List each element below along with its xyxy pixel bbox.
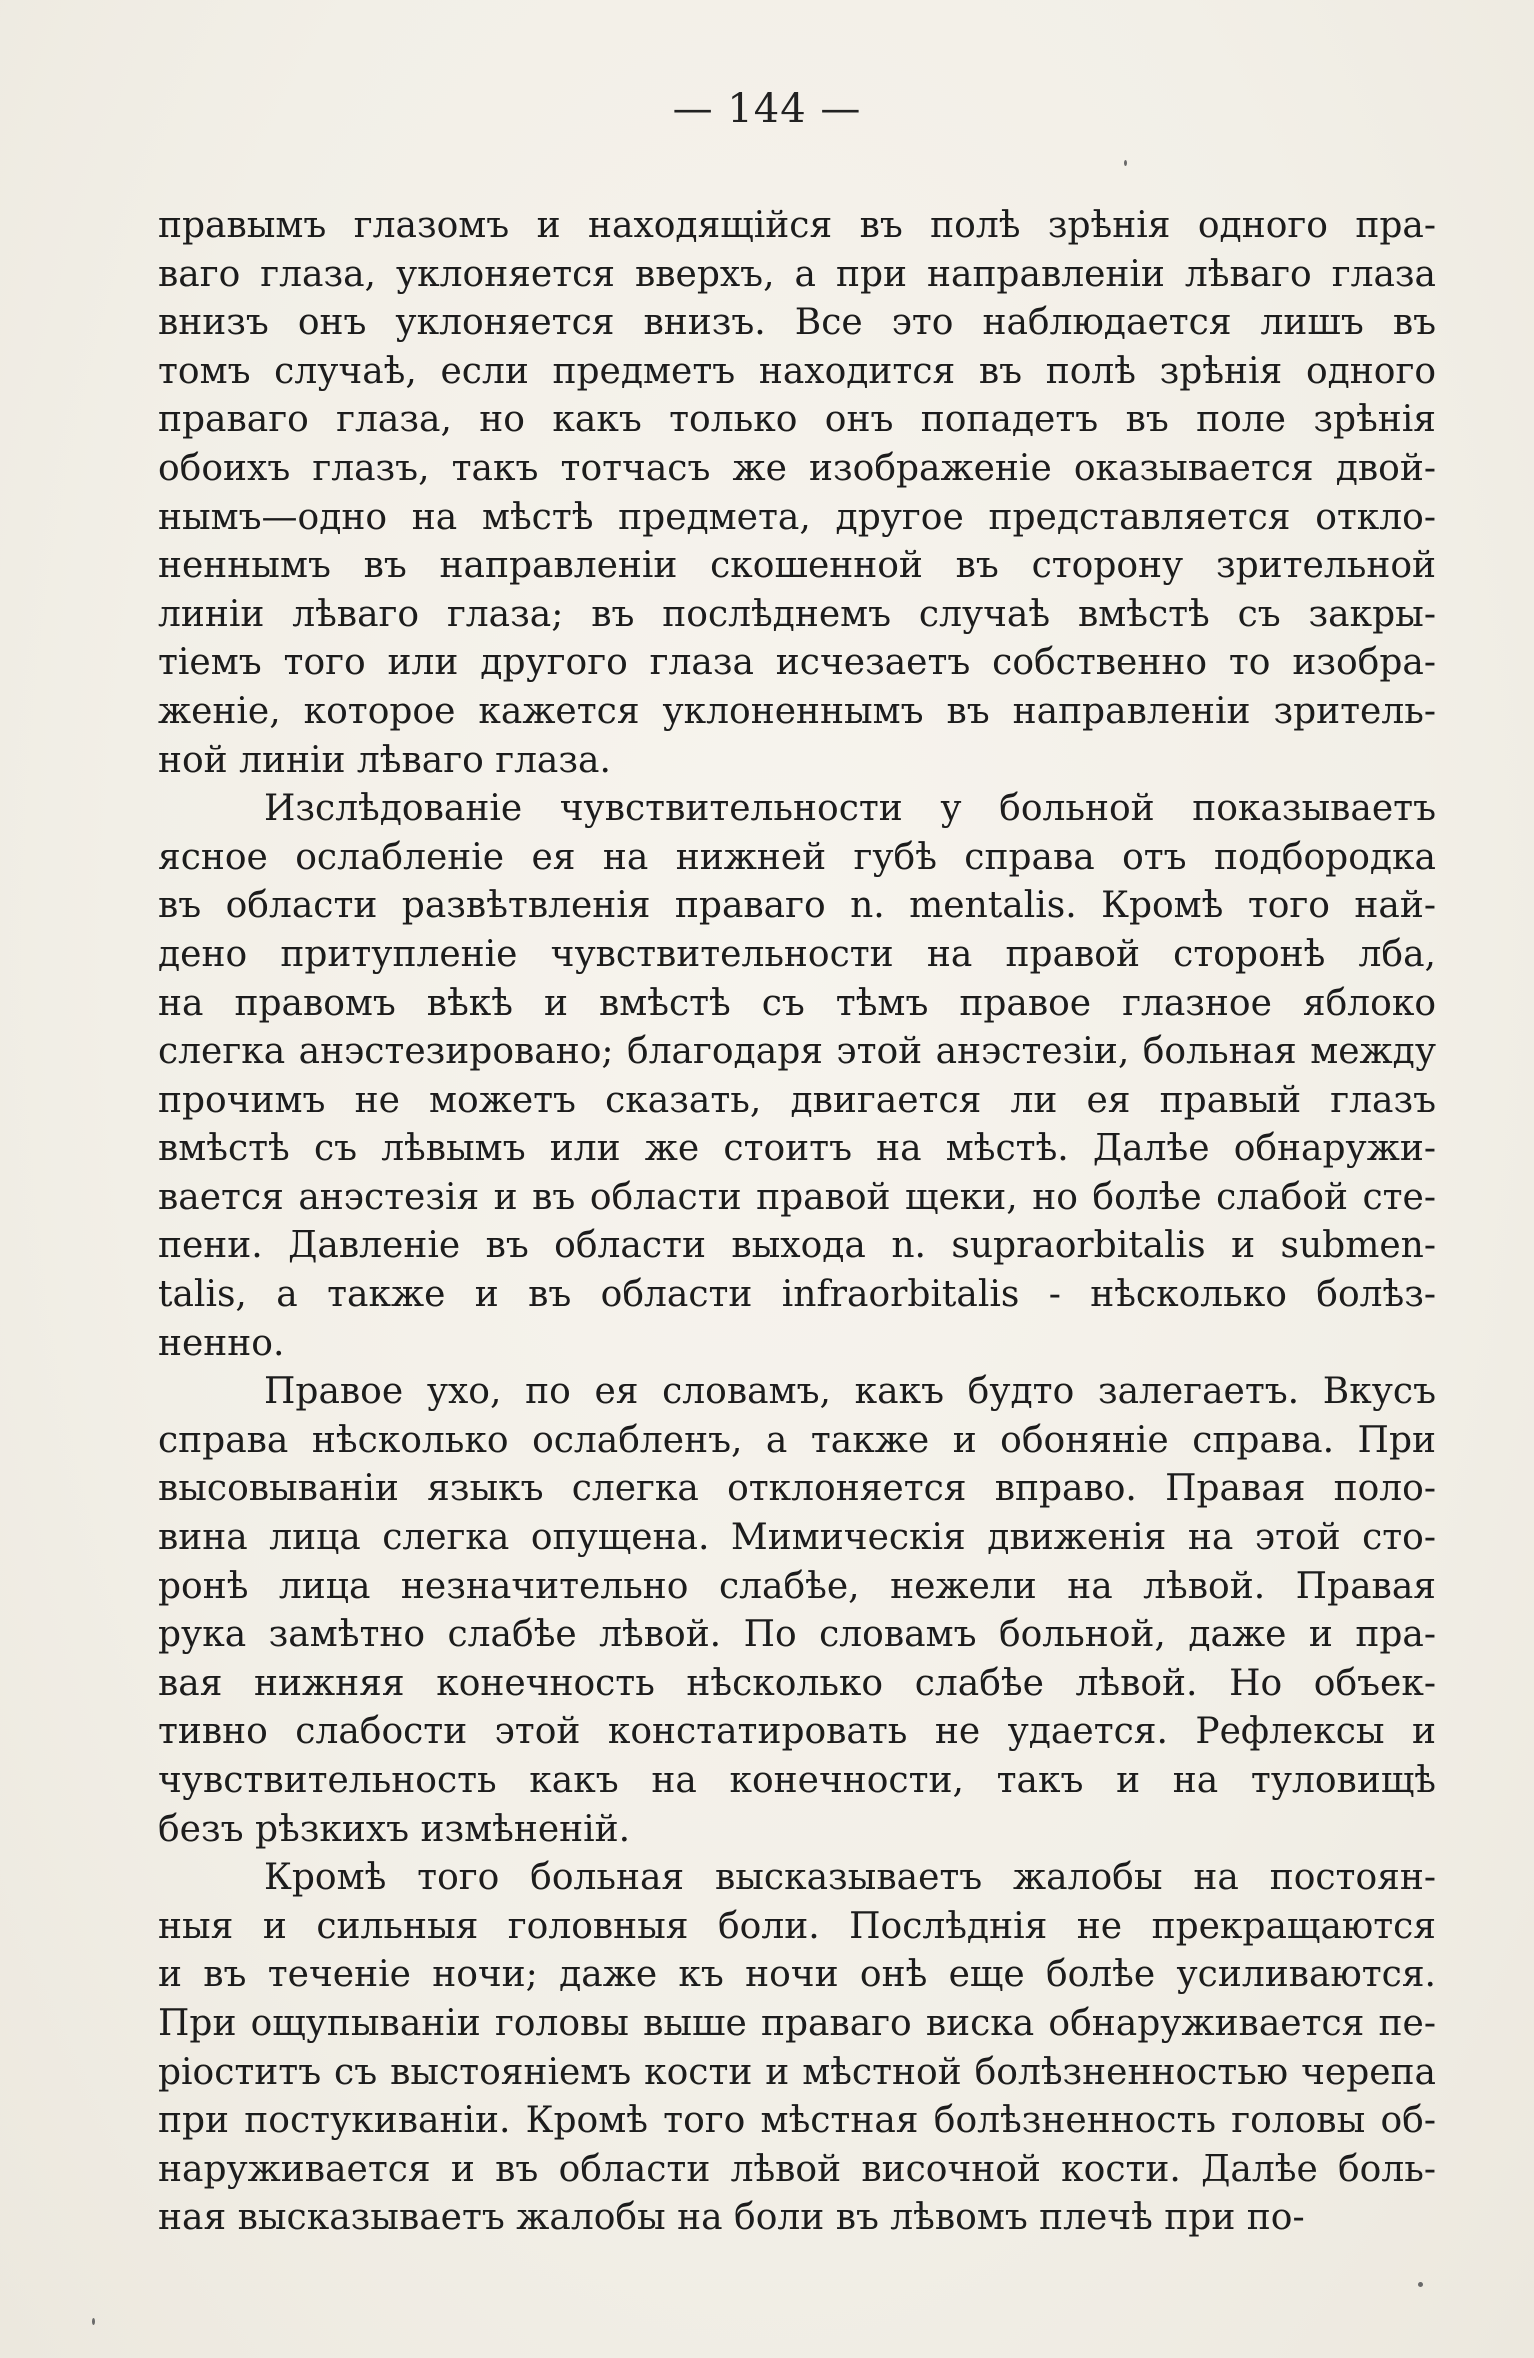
text-line: ясное ослабленіе ея на нижней губѣ справа отъ подбородка xyxy=(158,836,1436,878)
paragraph xyxy=(158,785,1436,1368)
text-line: чувствительность какъ на конечности, такъ и на туловищѣ xyxy=(158,1760,1436,1801)
paragraph xyxy=(158,1368,1436,1854)
text-line: вина лица слегка опущена. Мимическія движенія на этой сто- xyxy=(158,1517,1436,1559)
text-line: женіе, которое кажется уклоненнымъ въ направленіи зритель- xyxy=(158,690,1436,732)
text-line: тивно слабости этой констатировать не удается. Рефлексы и xyxy=(158,1711,1436,1753)
text-line: тіемъ того или другого глаза исчезаетъ собственно то изобра- xyxy=(158,642,1436,684)
ink-speck xyxy=(1124,160,1127,166)
ink-speck xyxy=(1418,2282,1423,2287)
text-line: ронѣ лица незначительно слабѣе, нежели на лѣвой. Правая xyxy=(158,1565,1436,1607)
text-line: ваго глаза, уклоняется вверхъ, а при направленіи лѣваго глаза xyxy=(158,253,1436,295)
body-text xyxy=(158,202,1436,2243)
text-line: въ области развѣтвленія праваго n. mentalis. Кромѣ того най- xyxy=(158,885,1436,927)
text-line: При ощупываніи головы выше праваго виска обнаруживается пе- xyxy=(158,2002,1436,2044)
text-line: высовываніи языкъ слегка отклоняется вправо. Правая поло- xyxy=(158,1468,1436,1510)
text-line: talis, а также и въ области infraorbitalis - нѣсколько болѣз- xyxy=(158,1274,1436,1316)
text-line: на правомъ вѣкѣ и вмѣстѣ съ тѣмъ правое глазное яблоко xyxy=(158,982,1436,1024)
text-line: ная высказываетъ жалобы на боли въ лѣвомъ плечѣ при по- xyxy=(158,2197,1305,2239)
ink-speck xyxy=(92,2318,95,2325)
text-line: пени. Давленіе въ области выхода n. supraorbitalis и submen- xyxy=(158,1225,1436,1267)
text-line: обоихъ глазъ, такъ тотчасъ же изображеніе оказывается двой- xyxy=(158,447,1436,489)
text-line: ной линіи лѣваго глаза. xyxy=(158,739,611,781)
text-line: внизъ онъ уклоняется внизъ. Все это наблюдается лишъ въ xyxy=(158,302,1436,344)
page-number: — 144 — xyxy=(672,86,862,132)
text-line: ныя и сильныя головныя боли. Послѣднія не прекращаются xyxy=(158,1905,1436,1947)
text-line: томъ случаѣ, если предметъ находится въ полѣ зрѣнія одного xyxy=(158,350,1436,392)
text-line: праваго глаза, но какъ только онъ попадетъ въ поле зрѣнія xyxy=(158,399,1436,441)
text-line: и въ теченіе ночи; даже къ ночи онѣ еще болѣе усиливаются. xyxy=(158,1954,1436,1996)
text-line: прочимъ не можетъ сказать, двигается ли ея правый глазъ xyxy=(158,1079,1436,1121)
text-line: при постукиваніи. Кромѣ того мѣстная болѣзненность головы об- xyxy=(158,2100,1436,2142)
text-line: вмѣстѣ съ лѣвымъ или же стоитъ на мѣстѣ. Далѣе обнаружи- xyxy=(158,1128,1436,1170)
text-line: неннымъ въ направленіи скошенной въ сторону зрительной xyxy=(158,545,1436,587)
text-line: рука замѣтно слабѣе лѣвой. По словамъ больной, даже и пра- xyxy=(158,1614,1436,1656)
text-line: слегка анэстезировано; благодаря этой анэстезіи, больная между xyxy=(158,1031,1436,1073)
text-line: вается анэстезія и въ области правой щеки, но болѣе слабой сте- xyxy=(158,1176,1436,1218)
paragraph xyxy=(158,202,1436,785)
text-line: ріоститъ съ выстояніемъ кости и мѣстной болѣзненностью черепа xyxy=(158,2051,1436,2093)
text-line: линіи лѣваго глаза; въ послѣднемъ случаѣ вмѣстѣ съ закры- xyxy=(158,593,1436,635)
text-line: Правое ухо, по ея словамъ, какъ будто залегаетъ. Вкусъ xyxy=(264,1371,1436,1413)
text-line: наруживается и въ области лѣвой височной кости. Далѣе боль- xyxy=(158,2148,1436,2190)
text-line: справа нѣсколько ослабленъ, а также и обоняніе справа. При xyxy=(158,1419,1436,1461)
text-line: Изслѣдованіе чувствительности у больной показываетъ xyxy=(264,788,1436,830)
text-line: Кромѣ того больная высказываетъ жалобы на постоян- xyxy=(264,1857,1436,1899)
text-line: правымъ глазомъ и находящійся въ полѣ зрѣнія одного пра- xyxy=(158,205,1436,246)
text-line: вая нижняя конечность нѣсколько слабѣе лѣвой. Но объек- xyxy=(158,1662,1436,1704)
text-line: безъ рѣзкихъ измѣненій. xyxy=(158,1808,631,1850)
text-line: дено притупленіе чувствительности на правой сторонѣ лба, xyxy=(158,933,1436,975)
text-line: нымъ—одно на мѣстѣ предмета, другое представляется откло- xyxy=(158,496,1436,538)
paragraph xyxy=(158,1854,1436,2243)
text-line: ненно. xyxy=(158,1322,285,1364)
